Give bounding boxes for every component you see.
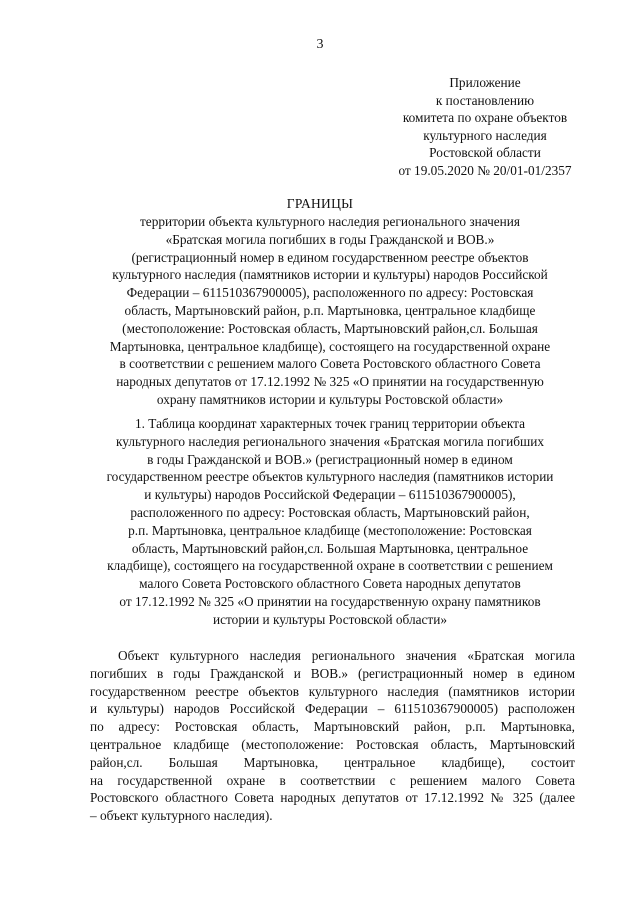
- body-line: государственном реестре объектов культурного наследия (памятников истории: [90, 683, 575, 699]
- table-heading-line: в годы Гражданской и ВОВ.» (регистрационный номер в едином: [147, 451, 513, 467]
- table-heading-line: кладбище), состоящего на государственной охране в соответствии с решением: [107, 558, 553, 574]
- table-heading: [92, 415, 568, 629]
- subtitle-line: Федерации – 611510367900005), расположенного по адресу: Ростовская: [126, 285, 534, 301]
- table-heading-line: р.п. Мартыновка, центральное кладбище (местоположение: Ростовская: [128, 522, 532, 538]
- subtitle-line: «Братская могила погибших в годы Гражданской и ВОВ.»: [165, 231, 495, 247]
- table-heading-line: государственном реестре объектов культурного наследия (памятников истории: [106, 469, 554, 485]
- appendix-line: Ростовской области: [429, 145, 541, 160]
- body-line: Ростовского областного Совета народных депутатов от 17.12.1992 № 325 (далее: [90, 790, 575, 806]
- subtitle-line: территории объекта культурного наследия регионального значения: [139, 214, 521, 229]
- document-subtitle: [92, 213, 568, 409]
- page-number: 3: [316, 37, 324, 52]
- body-line: Объект культурного наследия регионального значения «Братская могила: [118, 648, 575, 663]
- appendix-line: Приложение: [449, 75, 521, 90]
- table-heading-line: культурного наследия регионального значения «Братская могила погибших: [116, 433, 544, 449]
- table-heading-line: от 17.12.1992 № 325 «О принятии на государственную охрану памятников: [119, 593, 541, 609]
- document-title: ГРАНИЦЫ: [286, 196, 354, 211]
- table-heading-line: расположенного по адресу: Ростовская область, Мартыновский район,: [130, 504, 530, 520]
- subtitle-line: область, Мартыновский район, р.п. Мартыновка, центральное кладбище: [124, 302, 536, 318]
- subtitle-line: народных депутатов от 17.12.1992 № 325 «О принятии на государственную: [116, 374, 544, 390]
- table-heading-line: и культуры) народов Российской Федерации – 611510367900005),: [144, 487, 516, 503]
- subtitle-line: Мартыновка, центральное кладбище), состоящего на государственной охране: [109, 338, 551, 354]
- subtitle-line: в соответствии с решением малого Совета Ростовского областного Совета: [119, 356, 541, 372]
- body-line: погибших в годы Гражданской и ВОВ.» (регистрационный номер в едином: [90, 665, 575, 681]
- appendix-line: комитета по охране объектов: [402, 110, 568, 125]
- appendix-line: к постановлению: [435, 92, 535, 108]
- table-heading-line: малого Совета Ростовского областного Совета народных депутатов: [139, 576, 521, 592]
- subtitle-line: культурного наследия (памятников истории и культуры) народов Российской: [112, 267, 548, 283]
- body-line: на государственной охране в соответствии с решением малого Совета: [90, 772, 575, 788]
- body-line: и культуры) народов Российской Федерации – 611510367900005) расположен: [90, 701, 575, 717]
- body-line: центральное кладбище (местоположение: Ростовская область, Мартыновский: [90, 736, 575, 752]
- subtitle-line: (местоположение: Ростовская область, Мартыновский район,сл. Большая: [122, 320, 538, 336]
- appendix-line: культурного наследия: [423, 127, 547, 143]
- body-paragraph: [90, 647, 575, 825]
- body-line: по адресу: Ростовская область, Мартыновский район, р.п. Мартыновка,: [90, 719, 575, 735]
- table-heading-line: истории и культуры Ростовской области»: [213, 611, 447, 627]
- table-heading-line: область, Мартыновский район,сл. Большая Мартыновка, центральное: [131, 540, 529, 556]
- appendix-line: от 19.05.2020 № 20/01-01/2357: [398, 162, 572, 178]
- body-line: район,сл. Большая Мартыновка, центральное кладбище), состоит: [90, 754, 575, 770]
- body-line: – объект культурного наследия).: [90, 808, 273, 824]
- table-heading-line: 1. Таблица координат характерных точек границ территории объекта: [135, 416, 525, 431]
- subtitle-line: охрану памятников истории и культуры Ростовской области»: [156, 391, 504, 407]
- subtitle-line: (регистрационный номер в едином государственном реестре объектов: [131, 249, 529, 265]
- appendix-block: [380, 74, 590, 179]
